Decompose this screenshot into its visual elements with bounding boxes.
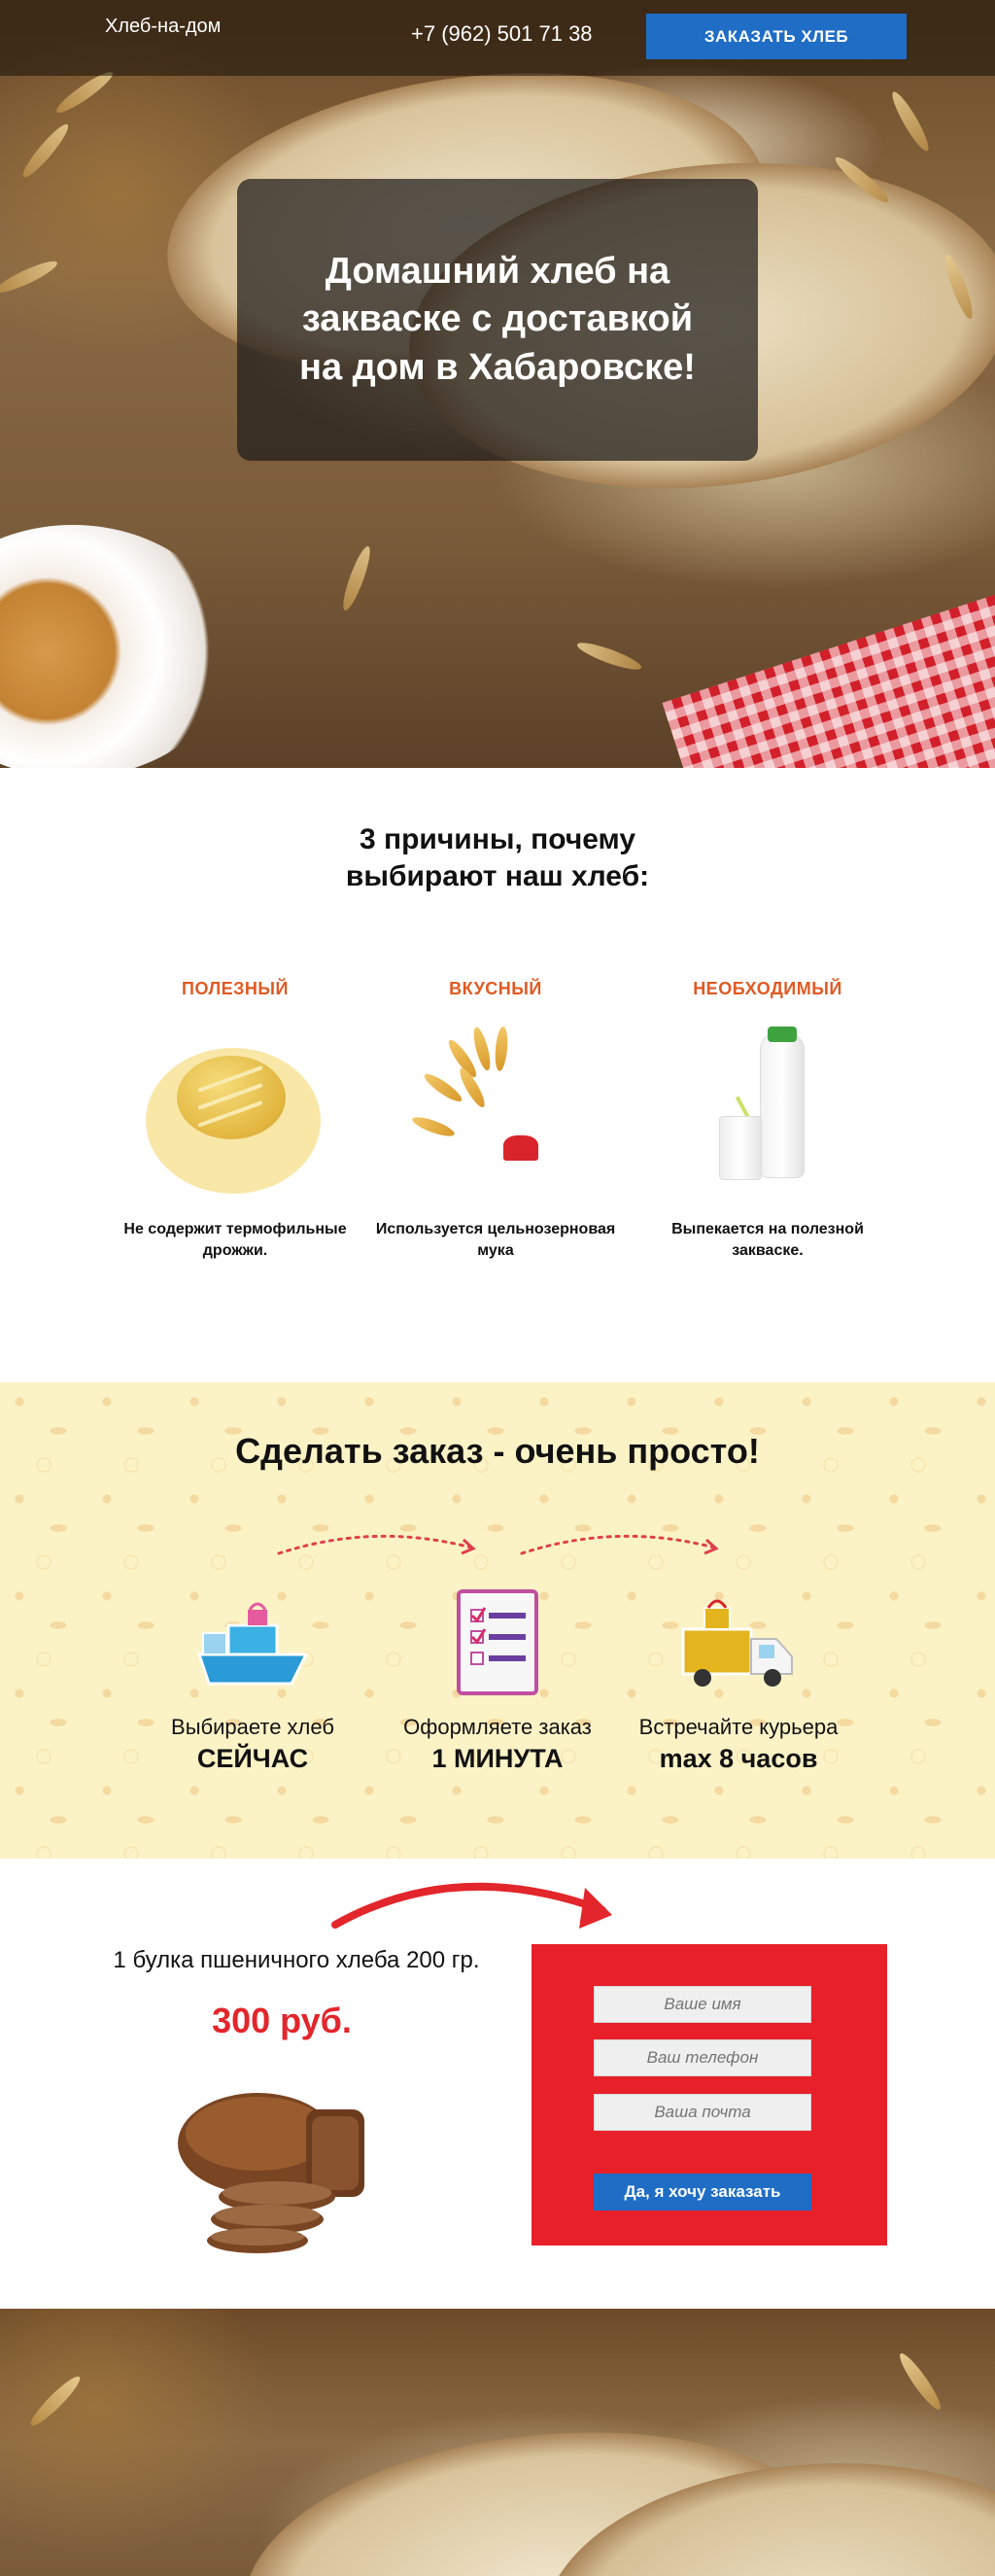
reason-heading: ПОЛЕЗНЫЙ <box>182 979 289 998</box>
checklist-icon <box>434 1586 561 1703</box>
rye-bread-image <box>160 2075 384 2255</box>
dotted-arrow-icon <box>520 1530 724 1549</box>
footer-bread-image <box>0 2309 995 2576</box>
brand-name[interactable]: Хлеб-на-дом <box>105 16 222 37</box>
wheat-grain-decoration <box>26 2372 84 2429</box>
name-field[interactable] <box>594 1986 811 2023</box>
reason-heading: ВКУСНЫЙ <box>449 979 542 998</box>
reason-card-healthy <box>109 979 361 1261</box>
checkered-napkin-image <box>662 589 995 768</box>
reason-heading: НЕОБХОДИМЫЙ <box>693 979 842 998</box>
delivery-truck-icon <box>675 1586 802 1703</box>
order-bread-button[interactable]: ЗАКАЗАТЬ ХЛЕБ <box>646 14 907 59</box>
step-label: Оформляете заказ <box>403 1715 592 1739</box>
phone-number[interactable]: +7 (962) 501 71 38 <box>411 21 593 46</box>
submit-order-button[interactable]: Да, я хочу заказать <box>594 2174 811 2210</box>
dotted-arrow-icon <box>277 1530 481 1549</box>
order-form <box>532 1944 887 2245</box>
reason-text: Используется цельнозерновая мука <box>375 1221 616 1259</box>
product-name: 1 булка пшеничного хлеба 200 гр. <box>113 1947 480 1973</box>
hero-card <box>237 179 758 461</box>
step-label: Выбираете хлеб <box>171 1715 334 1739</box>
wheat-sheaf-icon <box>398 1027 593 1201</box>
wheat-grain-decoration <box>895 2350 945 2413</box>
wheat-grain-decoration <box>18 121 73 182</box>
step-label: Встречайте курьера <box>638 1715 839 1739</box>
shopping-boat-icon <box>189 1586 316 1703</box>
step-form <box>381 1586 614 1774</box>
step-value: max 8 часов <box>659 1744 818 1773</box>
coffee-cup-image <box>0 525 233 768</box>
reason-text: Выпекается на полезной закваске. <box>671 1221 864 1259</box>
email-field[interactable] <box>594 2094 811 2131</box>
step-value: 1 МИНУТА <box>431 1744 564 1773</box>
hero-section <box>0 0 995 768</box>
top-navigation-bar <box>0 0 995 76</box>
wheat-grain-decoration <box>887 88 933 155</box>
wheat-grain-decoration <box>0 257 60 297</box>
step-value: СЕЙЧАС <box>196 1744 309 1773</box>
wheat-grain-decoration <box>338 544 374 613</box>
wheat-grain-decoration <box>575 638 644 674</box>
reason-card-tasty <box>369 979 622 1261</box>
phone-field[interactable] <box>594 2039 811 2076</box>
reason-card-necessary <box>641 979 894 1261</box>
reasons-title-line2: выбирают наш хлеб: <box>345 859 650 892</box>
hero-title: Домашний хлеб на закваске с доставкой на дом в Хабаровске! <box>299 250 696 388</box>
step-courier <box>622 1586 855 1774</box>
reason-text: Не содержит термофильные дрожжи. <box>123 1221 347 1259</box>
step-choose <box>136 1586 369 1774</box>
reasons-title-line1: 3 причины, почему <box>359 823 636 855</box>
product-price: 300 руб. <box>212 2001 352 2040</box>
how-to-order-section <box>0 1382 995 1859</box>
bread-bun-icon <box>138 1027 332 1201</box>
milk-bottle-icon <box>670 1027 865 1201</box>
steps-title: Сделать заказ - очень просто! <box>235 1431 760 1471</box>
reasons-title <box>0 821 995 894</box>
red-arrow-icon <box>321 1866 612 1949</box>
